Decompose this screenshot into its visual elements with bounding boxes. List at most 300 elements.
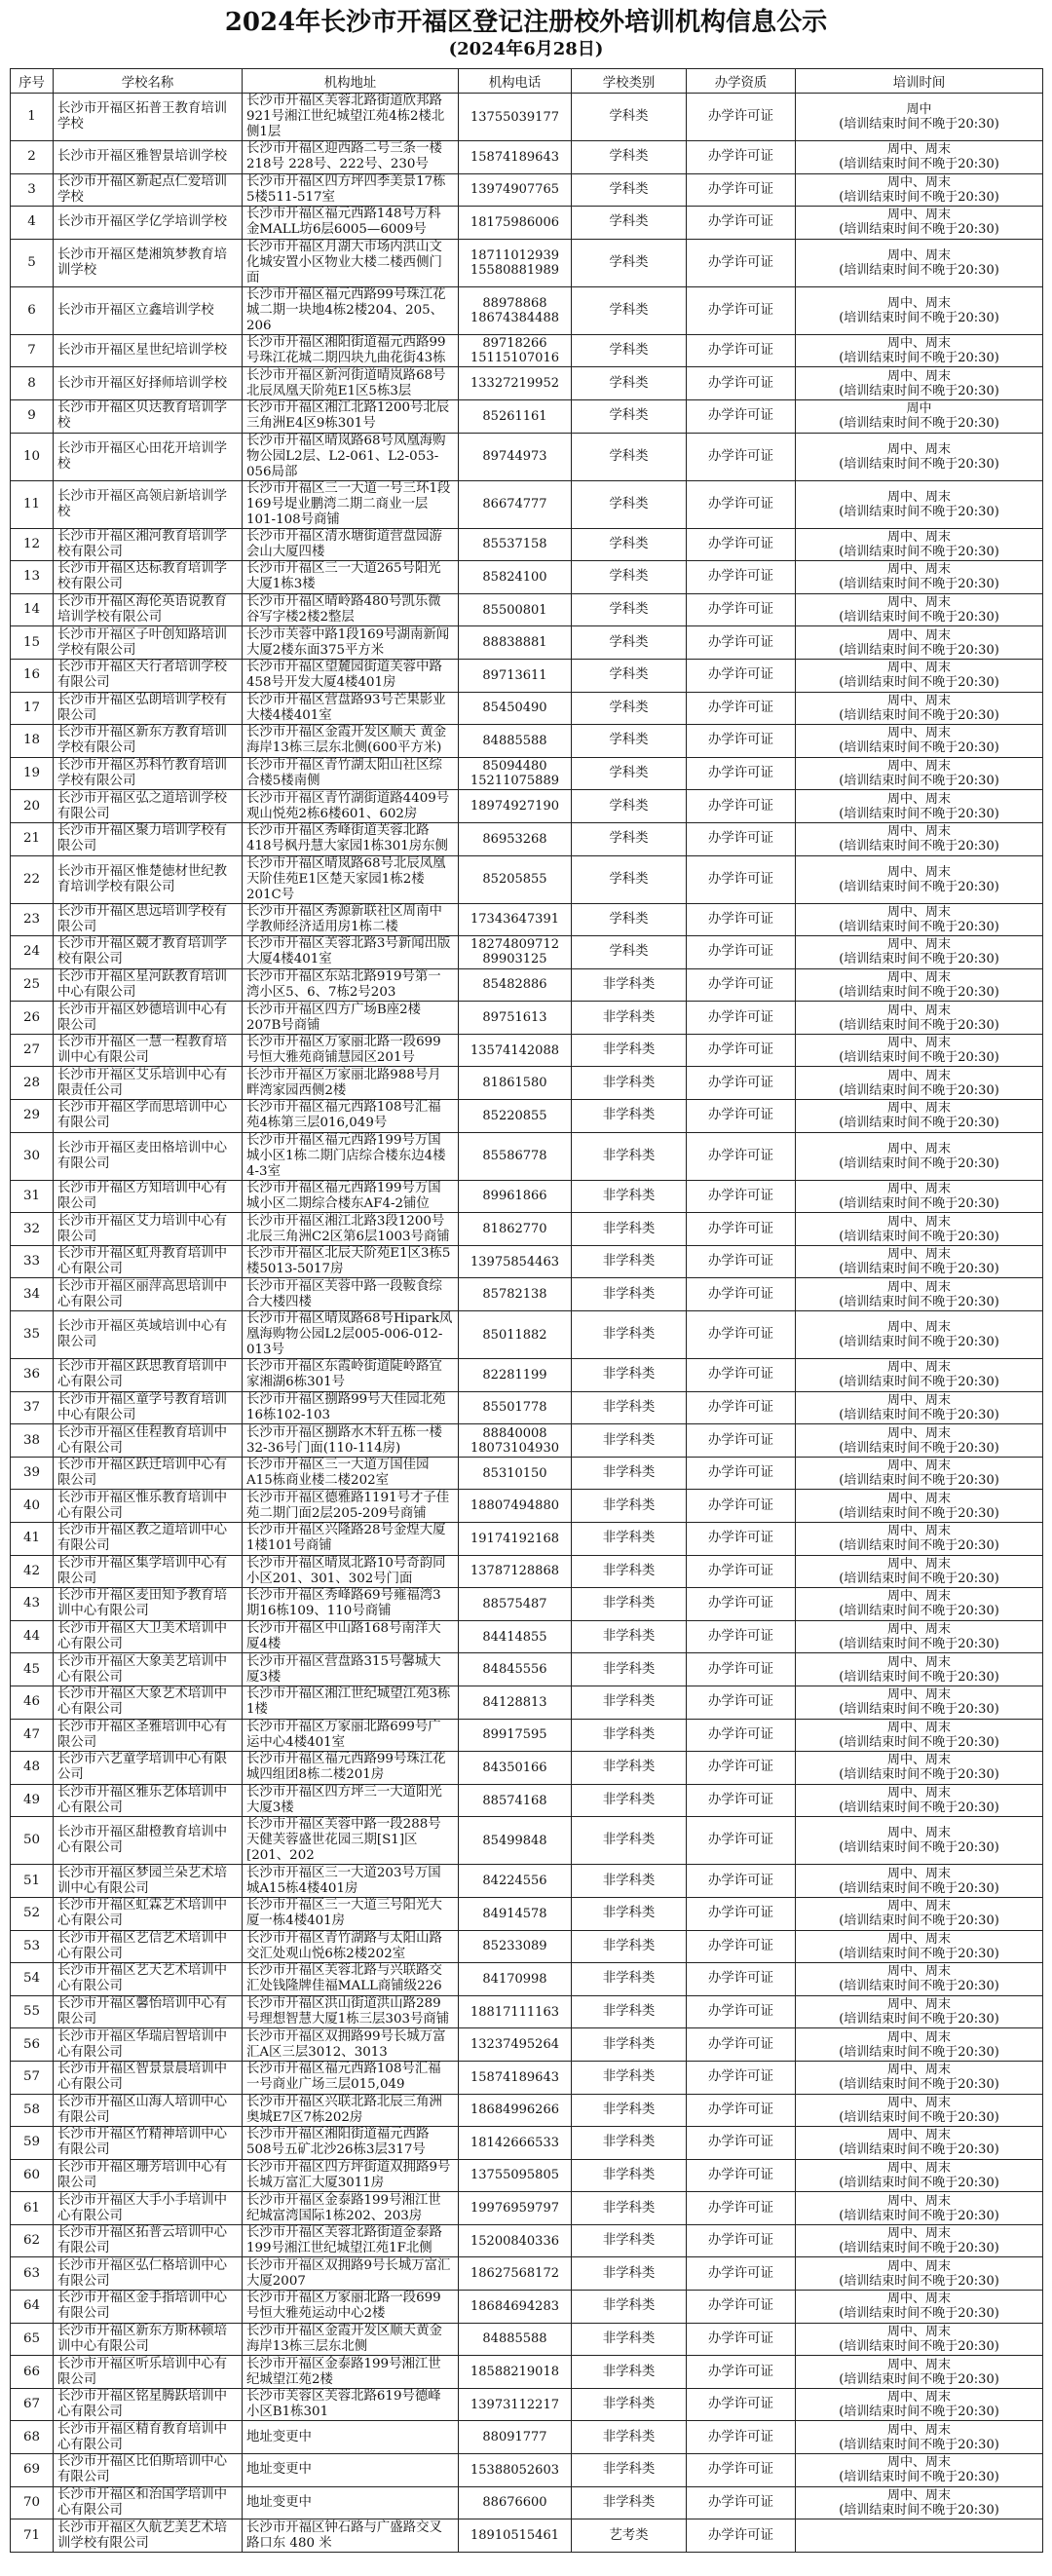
table-row [11,659,1043,692]
table-body [11,94,1043,2553]
cell-school-name: 长沙市开福区弘仁格培训中心有限公司 [54,2257,243,2291]
cell-school-name: 长沙市开福区思远培训学校有限公司 [54,903,243,936]
cell-no: 38 [11,1424,54,1458]
table-row [11,2028,1043,2062]
cell-address: 长沙市开福区兴联北路北辰三角洲奥城E7区7栋202房 [243,2094,459,2127]
cell-address: 长沙市开福区德雅路1191号才子佳苑二期门面2层205-209号商铺 [243,1490,459,1523]
cell-address: 长沙市开福区秀峰街道芙蓉北路418号枫丹慧大家园1栋301房东侧 [243,822,459,855]
cell-type: 学科类 [572,626,687,660]
cell-training-time: 周中、周末 (培训结束时间不晚于20:30) [796,2224,1043,2257]
cell-type: 非学科类 [572,1245,687,1278]
cell-phone: 88978868 18674384488 [459,286,572,334]
cell-phone: 84128813 [459,1686,572,1719]
table-row [11,1784,1043,1817]
cell-no: 37 [11,1391,54,1424]
cell-school-name: 长沙市开福区高领启新培训学校 [54,480,243,528]
cell-type: 非学科类 [572,2388,687,2421]
cell-school-name: 长沙市开福区競才教育培训学校有限公司 [54,936,243,969]
cell-school-name: 长沙市开福区英域培训中心有限公司 [54,1311,243,1359]
table-row [11,2224,1043,2257]
cell-qualification: 办学许可证 [687,2519,796,2553]
cell-type: 学科类 [572,239,687,286]
cell-address: 长沙市开福区芙蓉北路街道金泰路199号湘江世纪城望江苑1F北侧 [243,2224,459,2257]
cell-address: 长沙市开福区三一大道203号万国城A15栋4楼401房 [243,1865,459,1898]
cell-training-time: 周中、周末 (培训结束时间不晚于20:30) [796,1067,1043,1100]
table-row [11,1359,1043,1392]
cell-type: 非学科类 [572,1523,687,1556]
cell-type: 学科类 [572,334,687,367]
cell-qualification: 办学许可证 [687,207,796,240]
cell-type: 学科类 [572,528,687,561]
cell-phone: 19976959797 [459,2192,572,2225]
cell-phone: 82281199 [459,1359,572,1392]
cell-qualification: 办学许可证 [687,2323,796,2356]
cell-address: 长沙市开福区福元西路99号珠江花城二期一块地4栋2楼204、205、206 [243,286,459,334]
cell-address: 长沙市开福区秀峰路69号雍福湾3期16栋109、110号商铺 [243,1588,459,1621]
cell-school-name: 长沙市开福区山海人培训中心有限公司 [54,2094,243,2127]
cell-phone: 18588219018 [459,2356,572,2389]
cell-qualification: 办学许可证 [687,2094,796,2127]
cell-address: 长沙市开福区晴岚路68号北辰凤凰天阶佳苑E1区楚天家园1栋2楼201C号 [243,855,459,903]
cell-school-name: 长沙市开福区拓普王教育培训学校 [54,94,243,141]
cell-no: 46 [11,1686,54,1719]
cell-phone: 15874189643 [459,2061,572,2094]
cell-qualification: 办学许可证 [687,593,796,626]
cell-no: 33 [11,1245,54,1278]
cell-training-time: 周中、周末 (培训结束时间不晚于20:30) [796,2486,1043,2519]
cell-school-name: 长沙市开福区艺天艺术培训中心有限公司 [54,1963,243,1996]
cell-qualification: 办学许可证 [687,1752,796,1785]
cell-address: 长沙市开福区青竹湖路与太阳山路交汇处观山悦6栋2楼202室 [243,1930,459,1963]
cell-no: 53 [11,1930,54,1963]
cell-type: 非学科类 [572,1034,687,1067]
cell-school-name: 长沙市开福区达标教育培训学校有限公司 [54,561,243,594]
cell-address: 长沙市开福区捌路水木轩五栋一楼32-36号门面(110-114房) [243,1424,459,1458]
cell-address: 长沙市开福区金霞开发区顺天黄金海岸13栋三层东北侧 [243,2323,459,2356]
cell-no: 7 [11,334,54,367]
cell-school-name: 长沙市开福区惟乐教育培训中心有限公司 [54,1490,243,1523]
cell-phone: 85501778 [459,1391,572,1424]
cell-qualification: 办学许可证 [687,1132,796,1180]
table-row [11,2159,1043,2192]
cell-qualification: 办学许可证 [687,1817,796,1865]
cell-training-time: 周中、周末 (培训结束时间不晚于20:30) [796,1002,1043,1035]
cell-phone: 89917595 [459,1719,572,1752]
cell-no: 50 [11,1817,54,1865]
cell-address: 长沙市开福区晴岭路480号凯乐微谷写字楼2楼2整层 [243,593,459,626]
cell-training-time: 周中、周末 (培训结束时间不晚于20:30) [796,1963,1043,1996]
cell-school-name: 长沙市开福区惟楚徳材世纪教育培训学校有限公司 [54,855,243,903]
table-row [11,2061,1043,2094]
cell-phone: 18175986006 [459,207,572,240]
header-type: 学校类别 [572,69,687,94]
cell-no: 12 [11,528,54,561]
table-row [11,1752,1043,1785]
cell-type: 学科类 [572,399,687,433]
cell-school-name: 长沙市开福区大象艺术培训中心有限公司 [54,1686,243,1719]
cell-no: 2 [11,141,54,174]
cell-qualification: 办学许可证 [687,626,796,660]
cell-phone: 18274809712 89903125 [459,936,572,969]
cell-address: 长沙市开福区万家丽北路一段699号恒大雅苑商铺慧园区201号 [243,1034,459,1067]
cell-qualification: 办学许可证 [687,1213,796,1246]
document-title: 2024年长沙市开福区登记注册校外培训机构信息公示 [224,8,828,37]
cell-type: 学科类 [572,757,687,790]
cell-training-time: 周中、周末 (培训结束时间不晚于20:30) [796,855,1043,903]
table-row [11,855,1043,903]
cell-phone: 84350166 [459,1752,572,1785]
cell-school-name: 长沙市开福区星河跃教育培训中心有限公司 [54,968,243,1002]
cell-training-time: 周中、周末 (培训结束时间不晚于20:30) [796,433,1043,480]
cell-school-name: 长沙市开福区心田花开培训学校 [54,433,243,480]
cell-training-time: 周中、周末 (培训结束时间不晚于20:30) [796,1424,1043,1458]
cell-no: 31 [11,1180,54,1213]
cell-type: 学科类 [572,725,687,758]
cell-no: 17 [11,692,54,725]
cell-phone: 88574168 [459,1784,572,1817]
cell-no: 56 [11,2028,54,2062]
table-row [11,173,1043,207]
cell-training-time: 周中、周末 (培训结束时间不晚于20:30) [796,1213,1043,1246]
cell-qualification: 办学许可证 [687,561,796,594]
cell-address: 长沙市开福区洪山街道洪山路289号理想智慧大厦1栋三层303号商铺 [243,1995,459,2028]
cell-phone: 84224556 [459,1865,572,1898]
header-qualification: 办学资质 [687,69,796,94]
cell-address: 长沙市开福区四方广场B座2楼207B号商铺 [243,1002,459,1035]
cell-training-time: 周中、周末 (培训结束时间不晚于20:30) [796,2388,1043,2421]
cell-address: 长沙市开福区迎西路二号三条一楼218号 228号、222号、230号 [243,141,459,174]
cell-qualification: 办学许可证 [687,2486,796,2519]
cell-no: 24 [11,936,54,969]
table-row [11,2094,1043,2127]
cell-qualification: 办学许可证 [687,1930,796,1963]
cell-school-name: 长沙市开福区子叶创知路培训学校有限公司 [54,626,243,660]
cell-training-time: 周中、周末 (培训结束时间不晚于20:30) [796,2421,1043,2454]
table-row [11,1897,1043,1930]
cell-training-time: 周中、周末 (培训结束时间不晚于20:30) [796,2127,1043,2160]
cell-no: 35 [11,1311,54,1359]
cell-phone: 84914578 [459,1897,572,1930]
table-row [11,1100,1043,1133]
cell-school-name: 长沙市开福区大手小手培训中心有限公司 [54,2192,243,2225]
cell-address: 长沙市开福区福元西路199号万国城小区1栋二期门店综合楼东边4楼4-3室 [243,1132,459,1180]
table-row [11,692,1043,725]
cell-school-name: 长沙市开福区学而思培训中心有限公司 [54,1100,243,1133]
cell-no: 22 [11,855,54,903]
cell-school-name: 长沙市开福区教之道培训中心有限公司 [54,1523,243,1556]
cell-address: 长沙市开福区湘江北路3段1200号北辰三角洲C2区第6层1003号商铺 [243,1213,459,1246]
cell-no: 40 [11,1490,54,1523]
header-school-name: 学校名称 [54,69,243,94]
cell-qualification: 办学许可证 [687,286,796,334]
cell-training-time: 周中、周末 (培训结束时间不晚于20:30) [796,1523,1043,1556]
table-row [11,936,1043,969]
cell-type: 学科类 [572,173,687,207]
cell-qualification: 办学许可证 [687,1180,796,1213]
cell-no: 11 [11,480,54,528]
table-row [11,1002,1043,1035]
cell-address: 长沙市开福区三一大道一号三环1段169号堤业鹏湾二期二商业一层101-108号商铺 [243,480,459,528]
table-row [11,968,1043,1002]
table-row [11,757,1043,790]
cell-phone: 81861580 [459,1067,572,1100]
table-row [11,1555,1043,1588]
cell-no: 68 [11,2421,54,2454]
cell-no: 42 [11,1555,54,1588]
cell-type: 非学科类 [572,1457,687,1490]
cell-address: 长沙市开福区中山路168号南洋大厦4楼 [243,1620,459,1653]
cell-address: 长沙市开福区营盘路315号馨城大厦3楼 [243,1653,459,1686]
cell-training-time: 周中、周末 (培训结束时间不晚于20:30) [796,1784,1043,1817]
cell-address: 长沙市开福区金泰路199号湘江世纪城富湾国际1栋202、203房 [243,2192,459,2225]
cell-no: 4 [11,207,54,240]
cell-qualification: 办学许可证 [687,1034,796,1067]
cell-qualification: 办学许可证 [687,141,796,174]
table-row [11,1245,1043,1278]
cell-school-name: 长沙市开福区麦田知予教育培训中心有限公司 [54,1588,243,1621]
cell-phone: 15388052603 [459,2454,572,2487]
cell-address: 长沙市开福区秀源新联社区周南中学教师经济适用房1栋二楼 [243,903,459,936]
cell-type: 非学科类 [572,1963,687,1996]
cell-no: 55 [11,1995,54,2028]
cell-school-name: 长沙市开福区楚湘筑梦教育培训学校 [54,239,243,286]
cell-no: 65 [11,2323,54,2356]
cell-school-name: 长沙市开福区铭星腾跃培训中心有限公司 [54,2388,243,2421]
cell-qualification: 办学许可证 [687,334,796,367]
cell-type: 非学科类 [572,1002,687,1035]
cell-training-time: 周中、周末 (培训结束时间不晚于20:30) [796,1653,1043,1686]
cell-training-time: 周中、周末 (培训结束时间不晚于20:30) [796,2356,1043,2389]
cell-address: 长沙市开福区福元西路148号万科金MALL坊6层6005—6009号 [243,207,459,240]
cell-school-name: 长沙市开福区方知培训中心有限公司 [54,1180,243,1213]
cell-qualification: 办学许可证 [687,1245,796,1278]
cell-phone: 85782138 [459,1278,572,1311]
cell-phone: 13787128868 [459,1555,572,1588]
cell-address: 长沙市开福区芙蓉中路一段288号天健芙蓉盛世花园三期[S1]区[201、202 [243,1817,459,1865]
cell-type: 学科类 [572,692,687,725]
cell-school-name: 长沙市开福区珊芳培训中心有限公司 [54,2159,243,2192]
cell-type: 非学科类 [572,2356,687,2389]
cell-type: 非学科类 [572,968,687,1002]
cell-phone: 18711012939 15580881989 [459,239,572,286]
cell-no: 54 [11,1963,54,1996]
cell-type: 学科类 [572,936,687,969]
cell-type: 非学科类 [572,2224,687,2257]
cell-school-name: 长沙市开福区弘之道培训学校有限公司 [54,790,243,823]
cell-qualification: 办学许可证 [687,1588,796,1621]
cell-no: 25 [11,968,54,1002]
cell-qualification: 办学许可证 [687,1490,796,1523]
cell-phone: 13755095805 [459,2159,572,2192]
cell-no: 47 [11,1719,54,1752]
cell-no: 67 [11,2388,54,2421]
cell-type: 学科类 [572,207,687,240]
cell-no: 57 [11,2061,54,2094]
table-row [11,286,1043,334]
cell-type: 非学科类 [572,2257,687,2291]
cell-type: 非学科类 [572,2094,687,2127]
cell-school-name: 长沙市开福区拓普云培训中心有限公司 [54,2224,243,2257]
cell-address: 长沙市芙蓉中路1段169号湖南新闻大厦2楼东面375平方米 [243,626,459,660]
cell-no: 6 [11,286,54,334]
cell-school-name: 长沙市开福区大卫美术培训中心有限公司 [54,1620,243,1653]
cell-training-time: 周中、周末 (培训结束时间不晚于20:30) [796,1457,1043,1490]
cell-qualification: 办学许可证 [687,968,796,1002]
table-row [11,2192,1043,2225]
cell-address: 长沙市开福区四方坪三一大道阳光大厦3楼 [243,1784,459,1817]
table-row [11,1817,1043,1865]
cell-type: 学科类 [572,286,687,334]
cell-training-time: 周中、周末 (培训结束时间不晚于20:30) [796,1311,1043,1359]
cell-no: 61 [11,2192,54,2225]
table-row [11,1686,1043,1719]
cell-school-name: 长沙市六艺童学培训中心有限公司 [54,1752,243,1785]
table-row [11,207,1043,240]
cell-address: 长沙市开福区晴岚北路10号奇韵同小区201、301、302号门面 [243,1555,459,1588]
cell-address: 长沙市开福区福元西路99号珠江花城四组团8栋二楼201房 [243,1752,459,1785]
cell-school-name: 长沙市开福区学亿学培训学校 [54,207,243,240]
cell-training-time: 周中、周末 (培训结束时间不晚于20:30) [796,626,1043,660]
table-row [11,725,1043,758]
cell-qualification: 办学许可证 [687,1100,796,1133]
cell-school-name: 长沙市开福区艺信艺术培训中心有限公司 [54,1930,243,1963]
cell-school-name: 长沙市开福区比伯斯培训中心有限公司 [54,2454,243,2487]
cell-training-time: 周中、周末 (培训结束时间不晚于20:30) [796,2257,1043,2291]
cell-training-time: 周中、周末 (培训结束时间不晚于20:30) [796,1995,1043,2028]
table-row [11,1213,1043,1246]
cell-training-time: 周中、周末 (培训结束时间不晚于20:30) [796,1278,1043,1311]
cell-type: 非学科类 [572,1278,687,1311]
cell-type: 非学科类 [572,1132,687,1180]
cell-training-time: 周中、周末 (培训结束时间不晚于20:30) [796,1180,1043,1213]
cell-no: 71 [11,2519,54,2553]
cell-school-name: 长沙市开福区苏科竹教育培训学校有限公司 [54,757,243,790]
cell-type: 非学科类 [572,1930,687,1963]
cell-phone: 18684996266 [459,2094,572,2127]
cell-qualification: 办学许可证 [687,936,796,969]
cell-qualification: 办学许可证 [687,399,796,433]
cell-school-name: 长沙市开福区麦田格培训中心有限公司 [54,1132,243,1180]
cell-address: 长沙市开福区东霞岭街道陡岭路宜家湘湖6栋301号 [243,1359,459,1392]
cell-no: 43 [11,1588,54,1621]
cell-no: 1 [11,94,54,141]
cell-school-name: 长沙市开福区贝达教育培训学校 [54,399,243,433]
cell-address: 地址变更中 [243,2454,459,2487]
cell-address: 长沙市开福区营盘路93号芒果影业大楼4楼401室 [243,692,459,725]
table-header-row [11,69,1043,94]
cell-address: 长沙市开福区福元西路108号汇福苑4栋第三层016,049号 [243,1100,459,1133]
cell-phone: 84414855 [459,1620,572,1653]
table-row [11,1588,1043,1621]
table-row [11,561,1043,594]
cell-no: 39 [11,1457,54,1490]
cell-type: 学科类 [572,903,687,936]
cell-phone: 17343647391 [459,903,572,936]
cell-phone: 85450490 [459,692,572,725]
cell-qualification: 办学许可证 [687,1963,796,1996]
cell-phone: 13973112217 [459,2388,572,2421]
table-row [11,1067,1043,1100]
cell-type: 非学科类 [572,1490,687,1523]
cell-phone: 84845556 [459,1653,572,1686]
cell-address: 长沙市开福区湘江世纪城望江苑3栋1楼 [243,1686,459,1719]
cell-type: 非学科类 [572,1391,687,1424]
cell-training-time: 周中、周末 (培训结束时间不晚于20:30) [796,334,1043,367]
table-row [11,1523,1043,1556]
cell-training-time: 周中、周末 (培训结束时间不晚于20:30) [796,903,1043,936]
cell-phone: 89961866 [459,1180,572,1213]
cell-school-name: 长沙市开福区艾乐培训中心有限责任公司 [54,1067,243,1100]
cell-school-name: 长沙市开福区弘朗培训学校有限公司 [54,692,243,725]
cell-type: 非学科类 [572,2486,687,2519]
cell-address: 长沙市开福区芙蓉北路街道欣邦路921号湘江世纪城望江苑4栋2楼北侧1层 [243,94,459,141]
cell-training-time: 周中、周末 (培训结束时间不晚于20:30) [796,1620,1043,1653]
cell-type: 非学科类 [572,1180,687,1213]
table-row [11,1620,1043,1653]
cell-address: 长沙市开福区三一大道万国佳园A15栋商业楼二楼202室 [243,1457,459,1490]
cell-type: 非学科类 [572,1359,687,1392]
cell-no: 15 [11,626,54,660]
cell-no: 26 [11,1002,54,1035]
cell-address: 长沙市开福区万家丽北路一段699号恒大雅苑运动中心2楼 [243,2291,459,2324]
institution-table [10,68,1043,2553]
cell-qualification: 办学许可证 [687,1897,796,1930]
cell-address: 长沙市开福区晴岚路68号凤凰海购物公园L2层、L2-061、L2-053-056局部 [243,433,459,480]
cell-phone: 81862770 [459,1213,572,1246]
cell-qualification: 办学许可证 [687,1523,796,1556]
cell-qualification: 办学许可证 [687,1620,796,1653]
cell-qualification: 办学许可证 [687,2454,796,2487]
cell-no: 44 [11,1620,54,1653]
cell-phone: 84885588 [459,725,572,758]
cell-phone: 85011882 [459,1311,572,1359]
table-row [11,1719,1043,1752]
cell-training-time: 周中、周末 (培训结束时间不晚于20:30) [796,367,1043,400]
cell-school-name: 长沙市开福区跃迁培训中心有限公司 [54,1457,243,1490]
cell-school-name: 长沙市开福区和治国学培训中心有限公司 [54,2486,243,2519]
cell-training-time: 周中、周末 (培训结束时间不晚于20:30) [796,936,1043,969]
table-row [11,2323,1043,2356]
table-row [11,399,1043,433]
cell-type: 非学科类 [572,2323,687,2356]
cell-phone: 88091777 [459,2421,572,2454]
cell-school-name: 长沙市开福区虹舟教育培训中心有限公司 [54,1245,243,1278]
cell-phone: 86953268 [459,822,572,855]
cell-phone: 85824100 [459,561,572,594]
cell-address: 长沙市开福区清水塘街道营盘园游会山大厦四楼 [243,528,459,561]
cell-phone: 88838881 [459,626,572,660]
table-row [11,1424,1043,1458]
cell-type: 非学科类 [572,1719,687,1752]
table-row [11,2519,1043,2553]
table-row [11,480,1043,528]
cell-type: 非学科类 [572,1752,687,1785]
cell-training-time: 周中、周末 (培训结束时间不晚于20:30) [796,1359,1043,1392]
cell-phone: 85499848 [459,1817,572,1865]
cell-type: 学科类 [572,855,687,903]
cell-training-time: 周中 (培训结束时间不晚于20:30) [796,399,1043,433]
cell-school-name: 长沙市开福区华瑞启智培训中心有限公司 [54,2028,243,2062]
cell-training-time [796,2519,1043,2553]
cell-type: 非学科类 [572,1067,687,1100]
notice-document [10,0,1042,2553]
cell-no: 9 [11,399,54,433]
cell-training-time: 周中、周末 (培训结束时间不晚于20:30) [796,593,1043,626]
cell-qualification: 办学许可证 [687,855,796,903]
cell-address: 长沙市开福区望麓园街道芙蓉中路458号开发大厦4楼401房 [243,659,459,692]
table-row [11,822,1043,855]
cell-qualification: 办学许可证 [687,173,796,207]
